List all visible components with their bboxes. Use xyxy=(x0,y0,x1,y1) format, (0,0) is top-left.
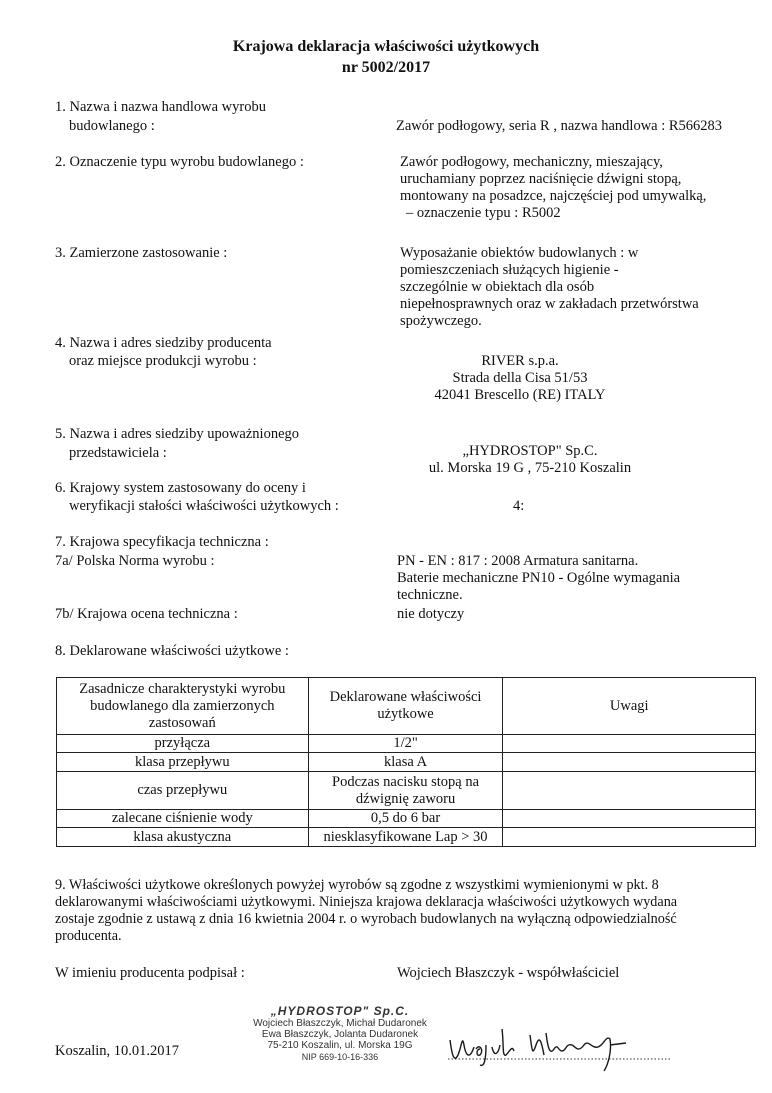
stamp-line: Wojciech Błaszczyk, Michał Dudaronek xyxy=(253,1018,427,1029)
signature xyxy=(440,1015,680,1075)
table-header-row xyxy=(57,678,756,735)
s6-label-l1: 6. Krajowy system zastosowany do oceny i xyxy=(55,480,306,496)
s4-value xyxy=(400,353,640,404)
s3-line: Wyposażanie obiektów budowlanych : w xyxy=(400,245,639,261)
s2-line: Zawór podłogowy, mechaniczny, mieszający, xyxy=(400,154,663,170)
doc-title-line1: Krajowa deklaracja właściwości użytkowych xyxy=(232,38,540,55)
s7b-label: 7b/ Krajowa ocena techniczna : xyxy=(55,606,238,622)
table-cell xyxy=(503,753,756,772)
table-cell: 1/2" xyxy=(308,735,503,753)
table-row xyxy=(57,753,756,772)
s3-line: szczególnie w obiektach dla osób xyxy=(400,279,595,295)
s4-line: Strada della Cisa 51/53 xyxy=(452,370,588,386)
s3-value xyxy=(400,245,699,330)
s8-label: 8. Deklarowane właściwości użytkowe : xyxy=(55,643,289,659)
table-cell xyxy=(503,772,756,810)
s6-value: 4: xyxy=(513,498,525,514)
table-cell: czas przepływu xyxy=(57,772,309,810)
s9-line: deklarowanymi właściwościami użytkowymi. Niniejsza krajowa deklaracja właściwości użytkowych wydana xyxy=(55,894,678,910)
s4-line: 42041 Brescello (RE) ITALY xyxy=(434,387,606,403)
table-row xyxy=(57,735,756,753)
table-cell xyxy=(503,735,756,753)
s1-label-l1: 1. Nazwa i nazwa handlowa wyrobu xyxy=(55,99,266,115)
stamp-line: Ewa Błaszczyk, Jolanta Dudaronek xyxy=(261,1029,419,1040)
table-cell: Podczas nacisku stopą na dźwignię zaworu xyxy=(308,772,503,810)
company-stamp xyxy=(250,1004,430,1064)
s2-label: 2. Oznaczenie typu wyrobu budowlanego : xyxy=(55,154,304,170)
s9-line: 9. Właściwości użytkowe określonych powyżej wyrobów są zgodne z wszystkimi wymienionymi w pkt. 8 xyxy=(55,877,659,893)
s2-line: montowany na posadzce, najczęściej pod umywalką, xyxy=(400,188,707,204)
properties-table xyxy=(56,677,756,847)
s9-line: zostaje zgodnie z ustawą z dnia 16 kwietnia 2004 r. o wyrobach budowlanych na wyłączną odpowiedzialność xyxy=(55,911,677,927)
s4-label-l2: oraz miejsce produkcji wyrobu : xyxy=(69,353,257,369)
s7a-value xyxy=(397,553,680,604)
signer-name: Wojciech Błaszczyk - współwłaściciel xyxy=(397,965,620,981)
s1-value: Zawór podłogowy, seria R , nazwa handlowa : R566283 xyxy=(396,118,723,134)
stamp-line: 75-210 Koszalin, ul. Morska 19G xyxy=(267,1040,413,1051)
s5-label-l1: 5. Nazwa i adres siedziby upoważnionego xyxy=(55,426,300,442)
table-cell: klasa akustyczna xyxy=(57,828,309,847)
s5-value xyxy=(410,443,650,477)
s3-line: spożywczego. xyxy=(400,313,482,329)
s7a-line: techniczne. xyxy=(397,587,463,603)
table-cell: 0,5 do 6 bar xyxy=(308,810,503,828)
s7b-value: nie dotyczy xyxy=(397,606,465,622)
table-cell xyxy=(503,828,756,847)
table-row xyxy=(57,810,756,828)
s7-label: 7. Krajowa specyfikacja techniczna : xyxy=(55,534,269,550)
doc-title-line2: nr 5002/2017 xyxy=(341,59,431,76)
s5-label-l2: przedstawiciela : xyxy=(69,445,167,461)
s1-label-l2: budowlanego : xyxy=(69,118,155,134)
s9-line: producenta. xyxy=(55,928,122,944)
table-cell: zalecane ciśnienie wody xyxy=(57,810,309,828)
s5-line: ul. Morska 19 G , 75-210 Koszalin xyxy=(428,460,632,476)
table-row xyxy=(57,828,756,847)
table-cell: przyłącza xyxy=(57,735,309,753)
table-header-cell: Uwagi xyxy=(503,678,756,735)
s2-line: – oznaczenie typu : R5002 xyxy=(406,205,561,221)
table-header-cell: Zasadnicze charakterystyki wyrobu budowlanego dla zamierzonych zastosowań xyxy=(57,678,309,735)
table-cell xyxy=(503,810,756,828)
s6-label-l2: weryfikacji stałości właściwości użytkowych : xyxy=(69,498,339,514)
s9-paragraph xyxy=(55,877,765,945)
table-cell: niesklasyfikowane Lap > 30 xyxy=(308,828,503,847)
stamp-line: NIP 669-10-16-336 xyxy=(301,1052,379,1062)
s3-line: niepełnosprawnych oraz w zakładach przetwórstwa xyxy=(400,296,699,312)
s4-line: RIVER s.p.a. xyxy=(481,353,559,369)
signed-by-label: W imieniu producenta podpisał : xyxy=(55,965,245,981)
s7a-label: 7a/ Polska Norma wyrobu : xyxy=(55,553,215,569)
s3-label: 3. Zamierzone zastosowanie : xyxy=(55,245,228,261)
place-date: Koszalin, 10.01.2017 xyxy=(55,1043,180,1059)
s7a-line: Baterie mechaniczne PN10 - Ogólne wymagania xyxy=(397,570,681,586)
table-header-cell: Deklarowane właściwości użytkowe xyxy=(308,678,503,735)
s4-label-l1: 4. Nazwa i adres siedziby producenta xyxy=(55,335,272,351)
s7a-line: PN - EN : 817 : 2008 Armatura sanitarna. xyxy=(397,553,639,569)
table-row xyxy=(57,772,756,810)
table-cell: klasa A xyxy=(308,753,503,772)
s5-line: „HYDROSTOP" Sp.C. xyxy=(462,443,598,459)
stamp-line: „HYDROSTOP" Sp.C. xyxy=(270,1004,410,1018)
s3-line: pomieszczeniach służących higienie - xyxy=(400,262,619,278)
s2-line: uruchamiany poprzez naciśnięcie dźwigni stopą, xyxy=(400,171,682,187)
s2-value xyxy=(400,154,706,222)
table-cell: klasa przepływu xyxy=(57,753,309,772)
